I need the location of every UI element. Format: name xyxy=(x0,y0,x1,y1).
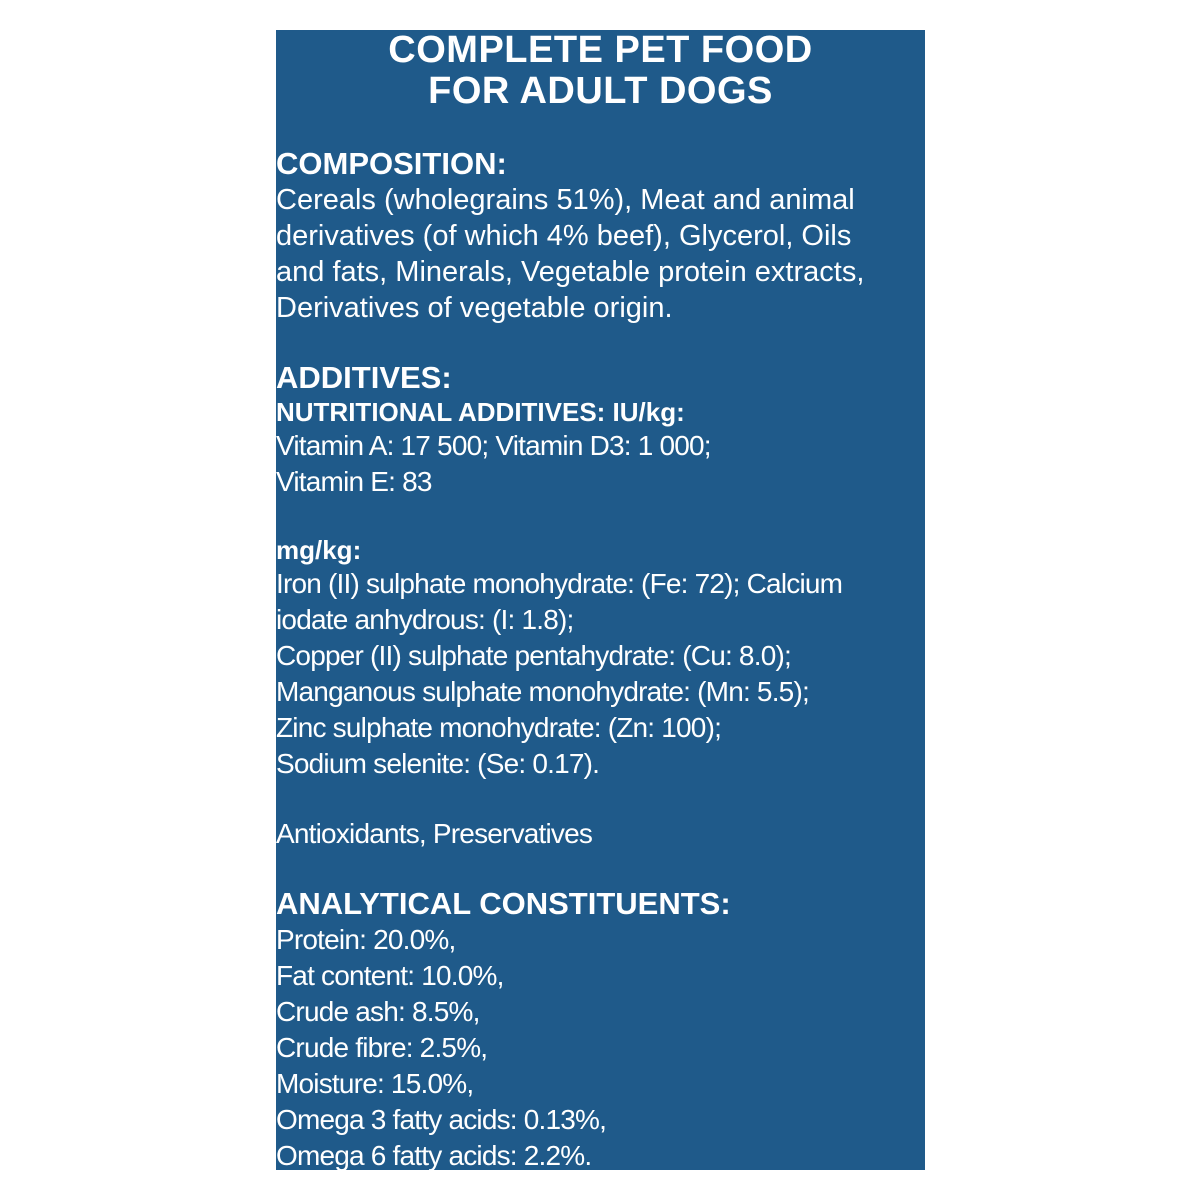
vitamin-line: Vitamin A: 17 500; Vitamin D3: 1 000; xyxy=(276,430,711,461)
additives-heading: ADDITIVES: xyxy=(276,360,452,395)
mineral-line: Manganous sulphate monohydrate: (Mn: 5.5); xyxy=(276,676,809,707)
label-content xyxy=(276,112,925,1170)
mineral-line: Sodium selenite: (Se: 0.17). xyxy=(276,748,600,779)
vitamin-line: Vitamin E: 83 xyxy=(276,466,432,497)
composition-line: Derivatives of vegetable origin. xyxy=(276,292,673,324)
constituent-line: Protein: 20.0%, xyxy=(276,924,456,955)
analytical-section xyxy=(276,886,925,1170)
constituent-line: Crude fibre: 2.5%, xyxy=(276,1032,488,1063)
constituent-line: Crude ash: 8.5%, xyxy=(276,996,480,1027)
composition-line: and fats, Minerals, Vegetable protein extracts, xyxy=(276,256,865,288)
constituent-line: Moisture: 15.0%, xyxy=(276,1068,474,1099)
nutritional-additives-heading: NUTRITIONAL ADDITIVES: IU/kg: xyxy=(276,397,685,427)
title-line-1: COMPLETE PET FOOD xyxy=(388,30,813,71)
constituent-line: Omega 6 fatty acids: 2.2%. xyxy=(276,1140,592,1170)
mineral-line: iodate anhydrous: (I: 1.8); xyxy=(276,604,574,635)
composition-line: derivatives (of which 4% beef), Glycerol, Oils xyxy=(276,220,852,252)
constituent-line: Fat content: 10.0%, xyxy=(276,960,504,991)
composition-heading: COMPOSITION: xyxy=(276,146,507,181)
label-panel xyxy=(276,30,925,1170)
constituent-line: Omega 3 fatty acids: 0.13%, xyxy=(276,1104,607,1135)
analytical-heading: ANALYTICAL CONSTITUENTS: xyxy=(276,886,731,921)
composition-section xyxy=(276,146,925,326)
product-title xyxy=(276,30,925,112)
mineral-line: Iron (II) sulphate monohydrate: (Fe: 72); Calcium xyxy=(276,568,843,599)
additives-section xyxy=(276,360,925,852)
title-line-2: FOR ADULT DOGS xyxy=(428,70,773,112)
antioxidants-line: Antioxidants, Preservatives xyxy=(276,818,593,849)
mineral-line: Zinc sulphate monohydrate: (Zn: 100); xyxy=(276,712,722,743)
composition-line: Cereals (wholegrains 51%), Meat and animal xyxy=(276,184,855,216)
mineral-line: Copper (II) sulphate pentahydrate: (Cu: 8.0); xyxy=(276,640,791,671)
mgkg-heading: mg/kg: xyxy=(276,535,362,565)
